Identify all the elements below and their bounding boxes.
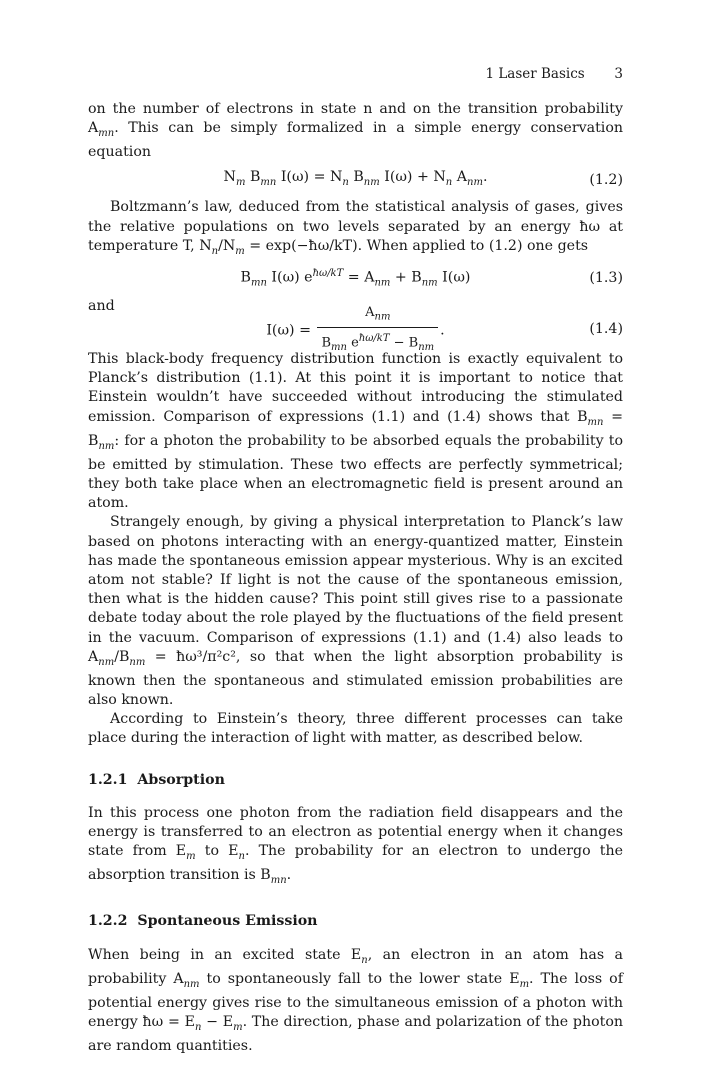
- paragraph-3: This black-body frequency distribution function is exactly equivalent to Planck’s distribution (1.1). At this point it is important to notice that Einstein wouldn’t have succeeded without introducing the stimulated emission. Comparison of expressions (1.1) and (1.4) shows that $B_{mn} = B_{nm}$: for a photon the probability to be absorbed equals the probability to be emitted by stimulation. These two effects are perfectly symmetrical; they both take place when an electromagnetic field is present around an atom.: [88, 351, 623, 512]
- equation-1-4-formula: I(ω) = $\frac{A_{nm}}{B_{mn} e^{ħ\omega/kT} - B_{nm}}$ .: [88, 303, 623, 358]
- equation-1-3-formula: $B_{mn}$ I(ω) $e^{ħ\omega/kT} = A_{nm} + B_{nm}$ I(ω): [240, 268, 471, 290]
- equation-1-4-numerator: $A_{nm}$: [317, 303, 438, 329]
- running-head: [88, 66, 623, 82]
- paragraph-4: Strangely enough, by giving a physical interpretation to Planck’s law based on photons interacting with an energy-quantized matter, Einstein has made the spontaneous emission appear mysterious. Why is an excited atom not stable? If light is not the cause of the spontaneous emission, then what is the hidden cause? This point still gives rise to a passionate debate today about the role played by the fluctuations of the field present in the vacuum. Comparison of expressions (1.1) and (1.4) also leads to $A_{nm}/B_{nm}$ = ħω³/π²c², so that when the light absorption probability is known then the spontaneous and stimulated emission probabilities are also known.: [88, 514, 623, 709]
- equation-1-4-fraction: [317, 303, 438, 358]
- page-number: 3: [614, 66, 623, 82]
- section-heading-absorption: [88, 771, 623, 790]
- section-title: Spontaneous Emission: [137, 913, 318, 930]
- equation-1-4-denominator: $B_{mn}$ $e^{ħ\omega/kT} - B_{nm}$: [321, 333, 435, 354]
- equation-1-2-formula: $N_m$ $B_{mn}$ $I(\omega) = N_n$ $B_{nm}$ $I(\omega) + N_n$ $A_{nm}$.: [223, 169, 488, 189]
- paragraph-5: According to Einstein’s theory, three different processes can take place during the interaction of light with matter, as described below.: [88, 711, 623, 747]
- and-word: and: [88, 297, 115, 314]
- paragraph-1: on the number of electrons in state n and on the transition probability $A_{mn}$. This can be simply formalized in a simple energy conservation equation: [88, 101, 623, 161]
- paragraph-6: In this process one photon from the radiation field disappears and the energy is transferred to an electron as potential energy when it changes state from $E_m$ to $E_n$. The probability for an electron to undergo the absorption transition is $B_{mn}$.: [88, 804, 624, 887]
- equation-1-4-number: (1.4): [589, 321, 623, 338]
- body-text: [88, 100, 623, 1056]
- equation-1-3-number: (1.3): [589, 270, 623, 287]
- equation-1-2-number: (1.2): [589, 171, 623, 188]
- paragraph-7: When being in an excited state $E_n$, an electron in an atom has a probability $A_{nm}$ to spontaneously fall to the lower state $E_m$. The loss of potential energy gives rise to the simultaneous emission of a photon with energy ħω = $E_n - E_m$. The direction, phase and polarization of the photon are random quantities.: [88, 946, 624, 1054]
- section-number: 1.2.2: [88, 913, 128, 930]
- running-head-title: 1 Laser Basics: [485, 66, 585, 82]
- equation-1-3: [88, 261, 623, 297]
- equation-1-4-lhs: I(ω) =: [266, 322, 311, 339]
- paragraph-2: Boltzmann’s law, deduced from the statistical analysis of gases, gives the relative populations on two levels separated by an energy ħω at temperature T, $N_n/N_m$ = exp(−ħω/kT). When applied to (1.2) one gets: [88, 199, 623, 257]
- equation-1-2: [88, 162, 623, 198]
- section-heading-spontaneous-emission: [88, 912, 623, 931]
- section-number: 1.2.1: [88, 771, 128, 788]
- section-title: Absorption: [137, 771, 225, 788]
